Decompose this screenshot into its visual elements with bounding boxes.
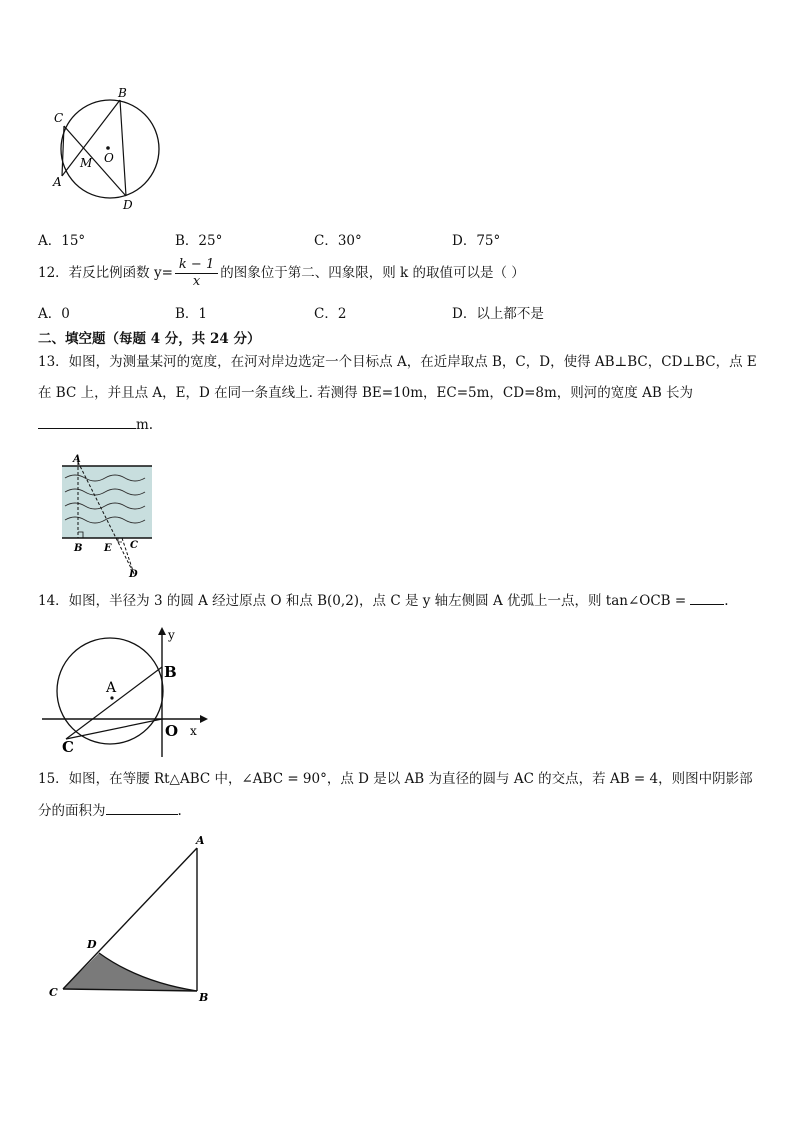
q12-prefix: 12．若反比例函数 y=	[38, 265, 173, 281]
q14-end: .	[724, 593, 729, 609]
q13-line-3	[38, 416, 153, 434]
q15-line-1: 15．如图，在等腰 Rt△ABC 中，∠ABC = 90°，点 D 是以 AB 为直径的圆与 AC 的交点，若 AB = 4，则图中阴影部	[38, 771, 753, 787]
q14-answer-blank[interactable]	[690, 604, 724, 605]
q15-answer-blank[interactable]	[106, 814, 178, 815]
q14-circle-figure	[40, 625, 212, 760]
q15-prefix: 分的面积为	[38, 803, 106, 819]
label-m: M	[80, 156, 93, 170]
q13-unit: m.	[136, 417, 154, 433]
q13-line-2: 在 BC 上，并且点 A，E，D 在同一条直线上. 若测得 BE=10m，EC=5m，CD=8m，则河的宽度 AB 长为	[38, 385, 694, 401]
label-b: B	[118, 86, 127, 100]
section-2-heading: 二、填空题（每题 4 分，共 24 分）	[38, 331, 261, 347]
q15-line-2	[38, 802, 182, 820]
q13-river-figure	[55, 452, 160, 580]
label-a: A	[196, 834, 205, 847]
q14-text: 14．如图，半径为 3 的圆 A 经过原点 O 和点 B(0,2)，点 C 是 y 轴左侧圆 A 优弧上一点，则 tan∠OCB =	[38, 593, 687, 609]
q11-option-a: A．15°	[38, 233, 86, 249]
chord-bd	[120, 100, 126, 196]
q12-fraction	[175, 257, 218, 290]
q12-option-c: C．2	[314, 306, 347, 322]
q11-option-c: C．30°	[314, 233, 362, 249]
center-dot	[106, 146, 110, 150]
label-d: D	[87, 938, 97, 951]
label-o: O	[165, 722, 179, 740]
q12-numerator: k − 1	[175, 257, 218, 274]
label-a: A	[73, 454, 81, 465]
q12-option-d: D．以上都不是	[452, 306, 544, 322]
q11-option-d: D．75°	[452, 233, 501, 249]
q12-option-a: A．0	[38, 306, 70, 322]
side-ac	[63, 848, 197, 989]
y-axis-arrow	[158, 627, 166, 635]
label-y: y	[168, 628, 175, 642]
q11-option-b: B．25°	[175, 233, 223, 249]
shaded-region	[63, 953, 197, 991]
label-c: C	[62, 738, 74, 756]
label-e: E	[104, 543, 112, 554]
center-a-dot	[110, 696, 113, 699]
q14-stem	[38, 592, 729, 610]
q12-option-b: B．1	[175, 306, 208, 322]
label-x: x	[190, 724, 197, 738]
label-o: O	[104, 151, 114, 165]
label-b: B	[74, 543, 83, 554]
q13-answer-blank[interactable]	[38, 428, 136, 429]
label-b: B	[199, 991, 209, 1004]
circle-o	[61, 100, 159, 198]
label-c: C	[49, 986, 58, 999]
label-d: D	[123, 198, 133, 212]
q13-line-1: 13．如图，为测量某河的宽度，在河对岸边选定一个目标点 A，在近岸取点 B，C，D，使得 AB⊥BC，CD⊥BC，点 E	[38, 354, 757, 370]
label-b: B	[164, 663, 177, 681]
label-a: A	[106, 680, 117, 696]
label-a: A	[53, 175, 62, 189]
q15-end: .	[177, 803, 182, 819]
label-c: C	[54, 111, 64, 125]
q15-triangle-figure	[42, 832, 222, 1012]
x-axis-arrow	[200, 715, 208, 723]
label-d: D	[129, 569, 138, 580]
label-c: C	[130, 540, 138, 551]
q12-stem	[38, 254, 525, 292]
q11-circle-figure	[40, 82, 170, 217]
q12-denominator: x	[192, 274, 201, 289]
q12-suffix: 的图象位于第二、四象限，则 k 的取值可以是（ ）	[220, 265, 525, 281]
